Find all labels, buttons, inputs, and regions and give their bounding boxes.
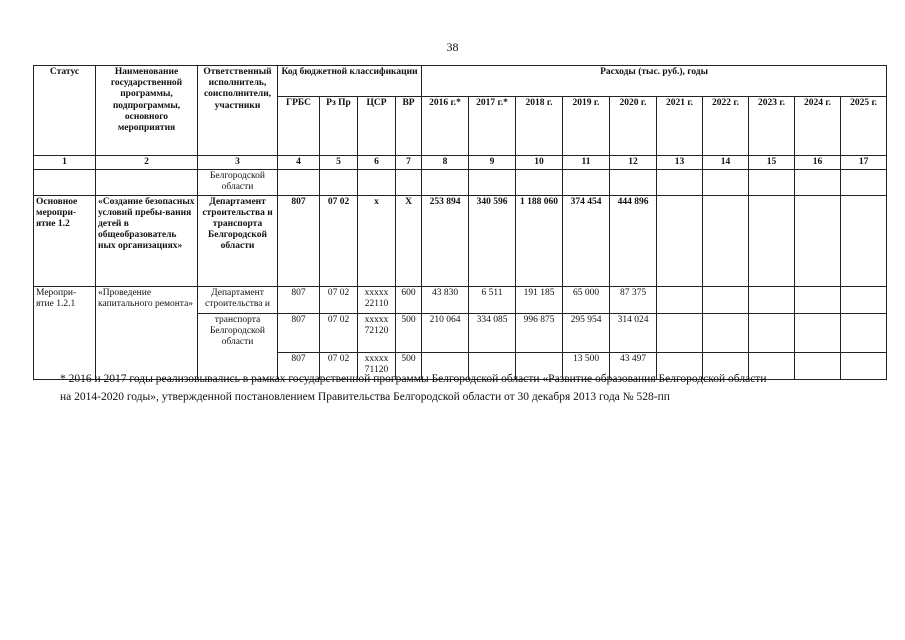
value-cell	[749, 195, 795, 286]
header-rz-pr: Рз Пр	[320, 97, 358, 156]
column-number: 5	[320, 156, 358, 170]
footnote-line: на 2014-2020 годы», утвержденной постановлением Правительства Белгородской области от 30 декабря 2013 года № 528-пп	[60, 391, 670, 403]
budget-table	[33, 65, 887, 380]
value-cell: 340 596	[469, 195, 516, 286]
footnote	[60, 370, 860, 406]
value-cell: 253 894	[422, 195, 469, 286]
header-year: 2018 г.	[516, 97, 563, 156]
value-cell	[657, 195, 703, 286]
value-cell	[795, 313, 841, 352]
value-cell	[749, 313, 795, 352]
header-year: 2021 г.	[657, 97, 703, 156]
value-cell	[841, 286, 887, 313]
value-cell: 87 375	[610, 286, 657, 313]
value-cell	[703, 313, 749, 352]
csr-cell: ххххх 22110	[358, 286, 396, 313]
header-row-1	[34, 66, 887, 97]
value-cell	[657, 313, 703, 352]
value-cell: 43 830	[422, 286, 469, 313]
column-number: 12	[610, 156, 657, 170]
header-status: Статус	[34, 66, 96, 156]
header-responsible: Ответственный исполнитель, соисполнители, участники	[198, 66, 278, 156]
responsible-cell: транспорта Белгородской области	[198, 313, 278, 379]
value-cell	[795, 195, 841, 286]
value-cell: 314 024	[610, 313, 657, 352]
value-cell: 334 085	[469, 313, 516, 352]
header-year: 2016 г.*	[422, 97, 469, 156]
header-expenses: Расходы (тыс. руб.), годы	[422, 66, 887, 97]
vr-cell: 600	[396, 286, 422, 313]
header-year: 2025 г.	[841, 97, 887, 156]
value-cell: 295 954	[563, 313, 610, 352]
value-cell: 6 511	[469, 286, 516, 313]
column-number: 17	[841, 156, 887, 170]
column-number: 10	[516, 156, 563, 170]
value-cell	[657, 286, 703, 313]
csr-cell: х	[358, 195, 396, 286]
csr-cell: ххххх 71120	[358, 352, 396, 379]
header-name: Наименование государственной программы, подпрограммы, основного мероприятия	[96, 66, 198, 156]
value-cell	[703, 195, 749, 286]
header-vr: ВР	[396, 97, 422, 156]
grbs-cell: 807	[278, 195, 320, 286]
rz-pr-cell: 07 02	[320, 195, 358, 286]
column-number: 2	[96, 156, 198, 170]
responsible-cell: Департамент строительства и	[198, 286, 278, 313]
value-cell	[795, 286, 841, 313]
grbs-cell: 807	[278, 313, 320, 352]
table-row-main-activity	[34, 195, 887, 286]
value-cell: 996 875	[516, 313, 563, 352]
header-year: 2023 г.	[749, 97, 795, 156]
header-csr: ЦСР	[358, 97, 396, 156]
column-number: 14	[703, 156, 749, 170]
footnote-line: * 2016 и 2017 годы реализовывались в рамках государственной программы Белгородской области «Развитие образования Белгородской области	[60, 373, 767, 385]
page-number: 38	[446, 40, 459, 54]
rz-pr-cell: 07 02	[320, 352, 358, 379]
name-cell: «Создание безопасных условий пребы-вания детей в общеобразователь ных организациях»	[96, 195, 198, 286]
name-cell: «Проведение капитального ремонта»	[96, 286, 198, 379]
responsible-cell: Белгородской области	[198, 170, 278, 195]
header-year: 2020 г.	[610, 97, 657, 156]
column-number: 3	[198, 156, 278, 170]
vr-cell: Х	[396, 195, 422, 286]
column-number: 11	[563, 156, 610, 170]
status-cell: Меропри-ятие 1.2.1	[34, 286, 96, 379]
column-number: 6	[358, 156, 396, 170]
grbs-cell: 807	[278, 352, 320, 379]
header-year: 2022 г.	[703, 97, 749, 156]
value-cell: 43 497	[610, 352, 657, 379]
table-row-continuation	[34, 170, 887, 195]
header-budget-code: Код бюджетной классификации	[278, 66, 422, 97]
column-number: 1	[34, 156, 96, 170]
grbs-cell: 807	[278, 286, 320, 313]
value-cell: 374 454	[563, 195, 610, 286]
value-cell: 444 896	[610, 195, 657, 286]
value-cell	[749, 286, 795, 313]
column-number: 13	[657, 156, 703, 170]
value-cell: 1 188 060	[516, 195, 563, 286]
header-year: 2019 г.	[563, 97, 610, 156]
header-year: 2017 г.*	[469, 97, 516, 156]
responsible-cell: Департамент строительства и транспорта Белгородской области	[198, 195, 278, 286]
header-grbs: ГРБС	[278, 97, 320, 156]
value-cell: 191 185	[516, 286, 563, 313]
value-cell: 13 500	[563, 352, 610, 379]
value-cell	[841, 195, 887, 286]
rz-pr-cell: 07 02	[320, 313, 358, 352]
value-cell	[841, 313, 887, 352]
column-number: 7	[396, 156, 422, 170]
vr-cell: 500	[396, 352, 422, 379]
rz-pr-cell: 07 02	[320, 286, 358, 313]
value-cell: 210 064	[422, 313, 469, 352]
csr-cell: ххххх 72120	[358, 313, 396, 352]
column-number-row	[34, 156, 887, 170]
column-number: 8	[422, 156, 469, 170]
vr-cell: 500	[396, 313, 422, 352]
column-number: 15	[749, 156, 795, 170]
value-cell	[703, 286, 749, 313]
header-year: 2024 г.	[795, 97, 841, 156]
value-cell: 65 000	[563, 286, 610, 313]
column-number: 16	[795, 156, 841, 170]
column-number: 4	[278, 156, 320, 170]
column-number: 9	[469, 156, 516, 170]
table-row-activity	[34, 286, 887, 313]
status-cell: Основное меропри-ятие 1.2	[34, 195, 96, 286]
